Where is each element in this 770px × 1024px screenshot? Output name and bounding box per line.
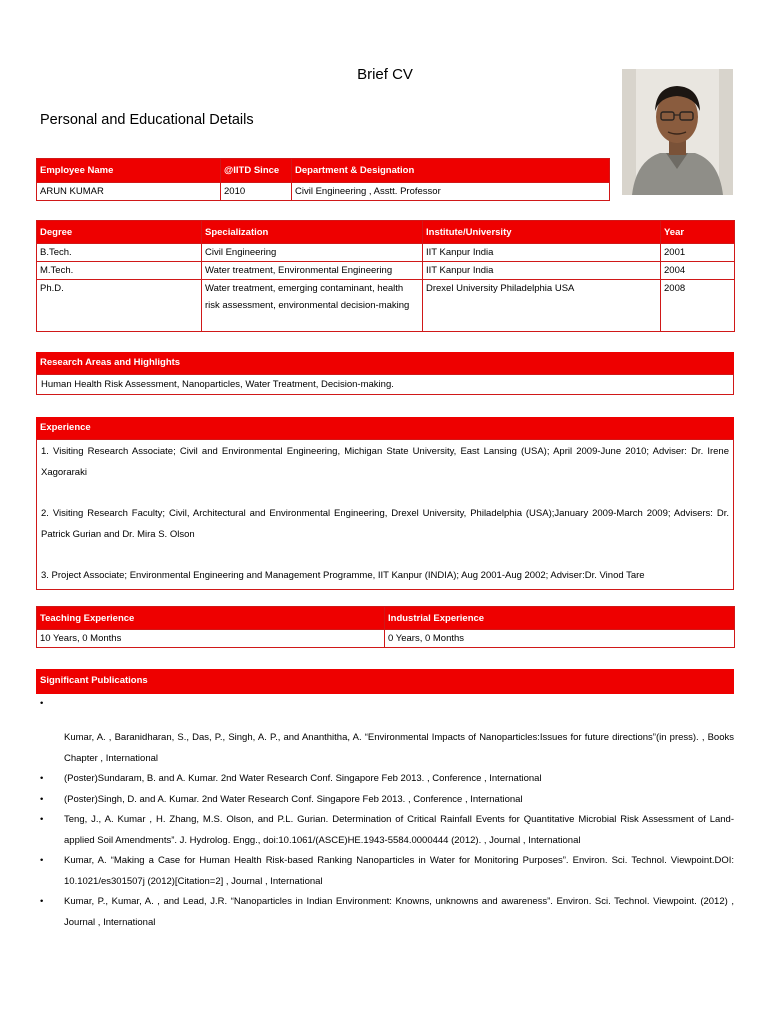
institute-cell: IIT Kanpur India — [423, 244, 661, 262]
list-item — [36, 728, 734, 769]
bullet-icon: • — [40, 793, 44, 805]
teaching-experience-value: 10 Years, 0 Months — [37, 630, 385, 648]
publication-text: Kumar, P., Kumar, A. , and Lead, J.R. “Nanoparticles in Indian Environment: Knowns, unknowns and awareness”. Environ. Sci. Technol. Viewpoint. (2012) , Journal , International — [64, 896, 734, 928]
section-title-personal: Personal and Educational Details — [40, 112, 254, 128]
profile-photo — [622, 69, 733, 195]
page-title: Brief CV — [357, 66, 413, 83]
research-text: Human Health Risk Assessment, Nanoparticles, Water Treatment, Decision-making. — [36, 374, 734, 395]
experience-item: 1. Visiting Research Associate; Civil and Environmental Engineering, Michigan State University, East Lansing (USA); April 2009-June 2010; Adviser: Dr. Irene Xagoraraki — [41, 446, 729, 478]
publication-text: (Poster)Sundaram, B. and A. Kumar. 2nd Water Research Conf. Singapore Feb 2013. , Conference , International — [64, 773, 542, 784]
iitd-since-header: @IITD Since — [221, 159, 292, 183]
institute-cell: IIT Kanpur India — [423, 262, 661, 280]
experience-heading: Experience — [36, 417, 734, 439]
list-item — [36, 851, 734, 892]
department-value: Civil Engineering , Asstt. Professor — [292, 183, 610, 201]
employee-name-header: Employee Name — [37, 159, 221, 183]
specialization-cell: Civil Engineering — [202, 244, 423, 262]
specialization-header: Specialization — [202, 221, 423, 244]
industrial-experience-value: 0 Years, 0 Months — [385, 630, 735, 648]
experience-item: 2. Visiting Research Faculty; Civil, Architectural and Environmental Engineering, Drexel University, Philadelphia (USA);January 2009-March 2009; Advisers: Dr. Patrick Gurian and Dr. Mira S. Olson — [41, 508, 729, 540]
institute-header: Institute/University — [423, 221, 661, 244]
bullet-icon: • — [40, 896, 44, 907]
education-table — [36, 220, 735, 332]
table-row — [37, 262, 735, 280]
publications-list — [36, 694, 734, 933]
list-item — [36, 790, 734, 811]
publication-text: Kumar, A. , Baranidharan, S., Das, P., Singh, A. P., and Ananthitha, A. “Environmental Impacts of Nanoparticles:Issues for future directions”(in press). , Books Chapter , International — [64, 732, 734, 764]
degree-cell: B.Tech. — [37, 244, 202, 262]
industrial-experience-header: Industrial Experience — [385, 607, 735, 630]
year-cell: 2001 — [661, 244, 735, 262]
teaching-industrial-table — [36, 606, 735, 648]
degree-cell: Ph.D. — [37, 280, 202, 332]
bullet-icon: • — [40, 855, 44, 866]
teaching-experience-header: Teaching Experience — [37, 607, 385, 630]
research-heading: Research Areas and Highlights — [36, 352, 734, 374]
publication-text: Teng, J., A. Kumar , H. Zhang, M.S. Olson, and P.L. Gurian. Determination of Critical Rainfall Events for Quantitative Microbial Risk Assessment of Land-applied Soil Amendments”. J. Hydrolog. Engg., doi:10.1061/(ASCE)HE.1943-5584.0000444 (2012). , Journal , International — [64, 814, 734, 846]
publication-text: Kumar, A. “Making a Case for Human Health Risk-based Ranking Nanoparticles in Water for Monitoring Purposes”. Environ. Sci. Technol. Viewpoint.DOI: 10.1021/es301507j (2012)[Citation=2] , Journal , International — [64, 855, 734, 887]
department-header: Department & Designation — [292, 159, 610, 183]
degree-cell: M.Tech. — [37, 262, 202, 280]
list-item — [36, 694, 734, 714]
experience-item: 3. Project Associate; Environmental Engineering and Management Programme, IIT Kanpur (INDIA); Aug 2001-Aug 2002; Adviser:Dr. Vinod Tare — [41, 570, 645, 581]
employee-name-value: ARUN KUMAR — [37, 183, 221, 201]
institute-cell: Drexel University Philadelphia USA — [423, 280, 661, 332]
specialization-cell: Water treatment, Environmental Engineering — [202, 262, 423, 280]
list-item — [36, 769, 734, 790]
specialization-cell: Water treatment, emerging contaminant, health risk assessment, environmental decision-making — [202, 280, 423, 332]
list-item — [36, 810, 734, 851]
year-header: Year — [661, 221, 735, 244]
publications-heading: Significant Publications — [36, 669, 734, 694]
person-portrait-icon — [622, 69, 733, 195]
bullet-icon: • — [40, 814, 44, 825]
bullet-icon: • — [40, 698, 44, 709]
table-row — [37, 244, 735, 262]
bullet-icon: • — [40, 773, 44, 784]
degree-header: Degree — [37, 221, 202, 244]
table-row — [37, 280, 735, 332]
list-item — [36, 892, 734, 933]
year-cell: 2004 — [661, 262, 735, 280]
experience-list — [36, 439, 734, 590]
year-cell: 2008 — [661, 280, 735, 332]
employee-table — [36, 158, 610, 201]
publication-text: (Poster)Singh, D. and A. Kumar. 2nd Water Research Conf. Singapore Feb 2013. , Conference , International — [64, 793, 523, 805]
iitd-since-value: 2010 — [221, 183, 292, 201]
